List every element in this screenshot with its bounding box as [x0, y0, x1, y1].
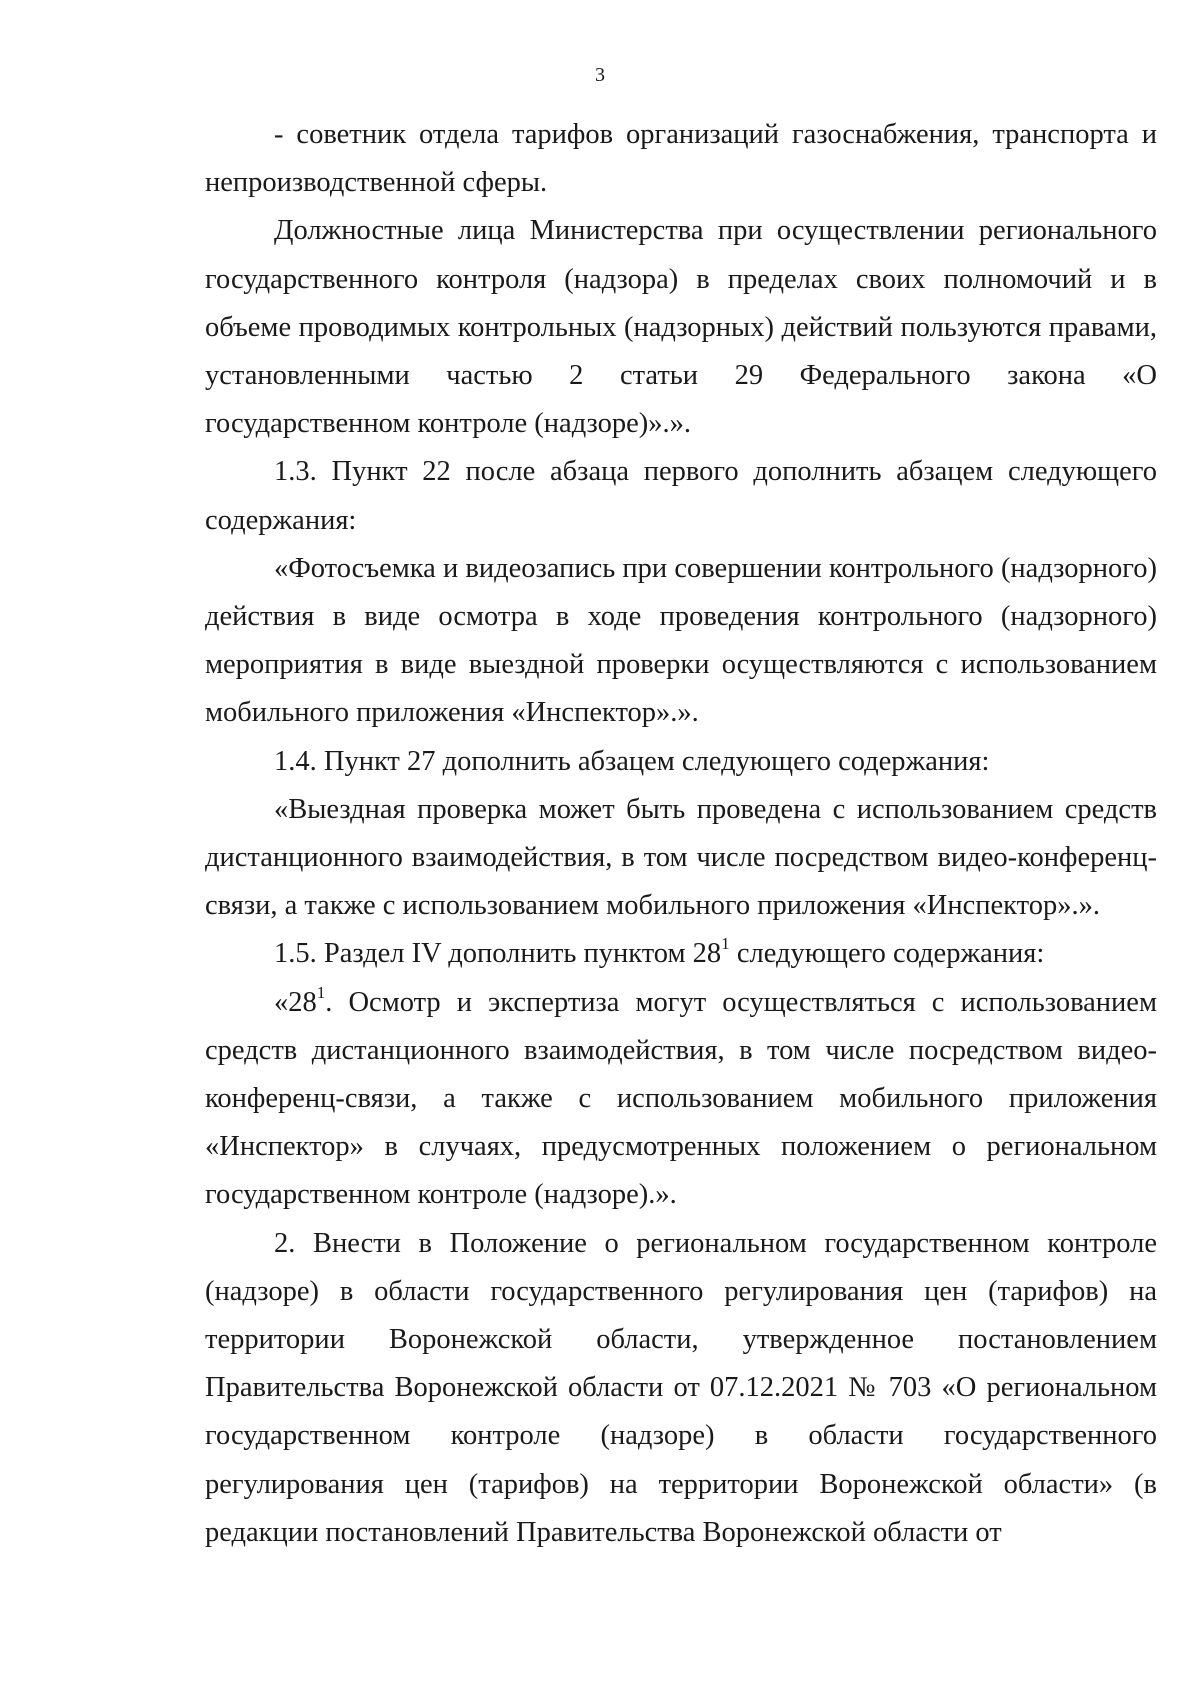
paragraph-28-1-text-end: . Осмотр и экспертиза могут осуществляться с использованием средств дистанционного взаимодействия, в том числе посредством видео-конференц-связи, а также с использованием мобильного приложения «Инспектор» в случаях, предусмотренных положением о региональном государственном контроле (надзоре).».: [205, 986, 1157, 1211]
paragraph-2: 2. Внести в Положение о региональном государственном контроле (надзоре) в области государственного регулирования цен (тарифов) на территории Воронежской области, утвержденное постановлением Правительства Воронежской области от 07.12.2021 № 703 «О региональном государственном контроле (надзоре) в области государственного регулирования цен (тарифов) на территории Воронежской области» (в редакции постановлений Правительства Воронежской области от: [205, 1227, 1157, 1548]
document-body: [205, 111, 1157, 1557]
paragraph-28-1-text-start: «28: [274, 986, 317, 1018]
page-number: 3: [595, 64, 605, 86]
superscript-one: 1: [316, 982, 326, 1002]
paragraph-officials-rights: Должностные лица Министерства при осуществлении регионального государственного контроля (надзора) в пределах своих полномочий и в объеме проводимых контрольных (надзорных) действий пользуются правами, установленными частью 2 статьи 29 Федерального закона «О государственном контроле (надзоре)».».: [205, 215, 1157, 440]
paragraph-1-5-text-end: следующего содержания:: [729, 938, 1045, 970]
paragraph-1-3: 1.3. Пункт 22 после абзаца первого дополнить абзацем следующего содержания:: [205, 456, 1157, 536]
paragraph-field-inspection: «Выездная проверка может быть проведена с использованием средств дистанционного взаимодействия, в том числе посредством видео-конференц-связи, а также с использованием мобильного приложения «Инспектор».».: [205, 793, 1157, 922]
paragraph-photo-video: «Фотосъемка и видеозапись при совершении контрольного (надзорного) действия в виде осмотра в ходе проведения контрольного (надзорного) мероприятия в виде выездной проверки осуществляются с использованием мобильного приложения «Инспектор».».: [205, 552, 1157, 729]
paragraph-1-5: [205, 930, 1157, 978]
paragraph-advisor: - советник отдела тарифов организаций газоснабжения, транспорта и непроизводственной сферы.: [205, 119, 1157, 199]
paragraph-1-5-text-start: 1.5. Раздел IV дополнить пунктом 28: [274, 938, 722, 970]
superscript-one: 1: [721, 934, 730, 954]
paragraph-1-4: 1.4. Пункт 27 дополнить абзацем следующего содержания:: [274, 745, 990, 777]
paragraph-28-1: [205, 979, 1157, 1220]
